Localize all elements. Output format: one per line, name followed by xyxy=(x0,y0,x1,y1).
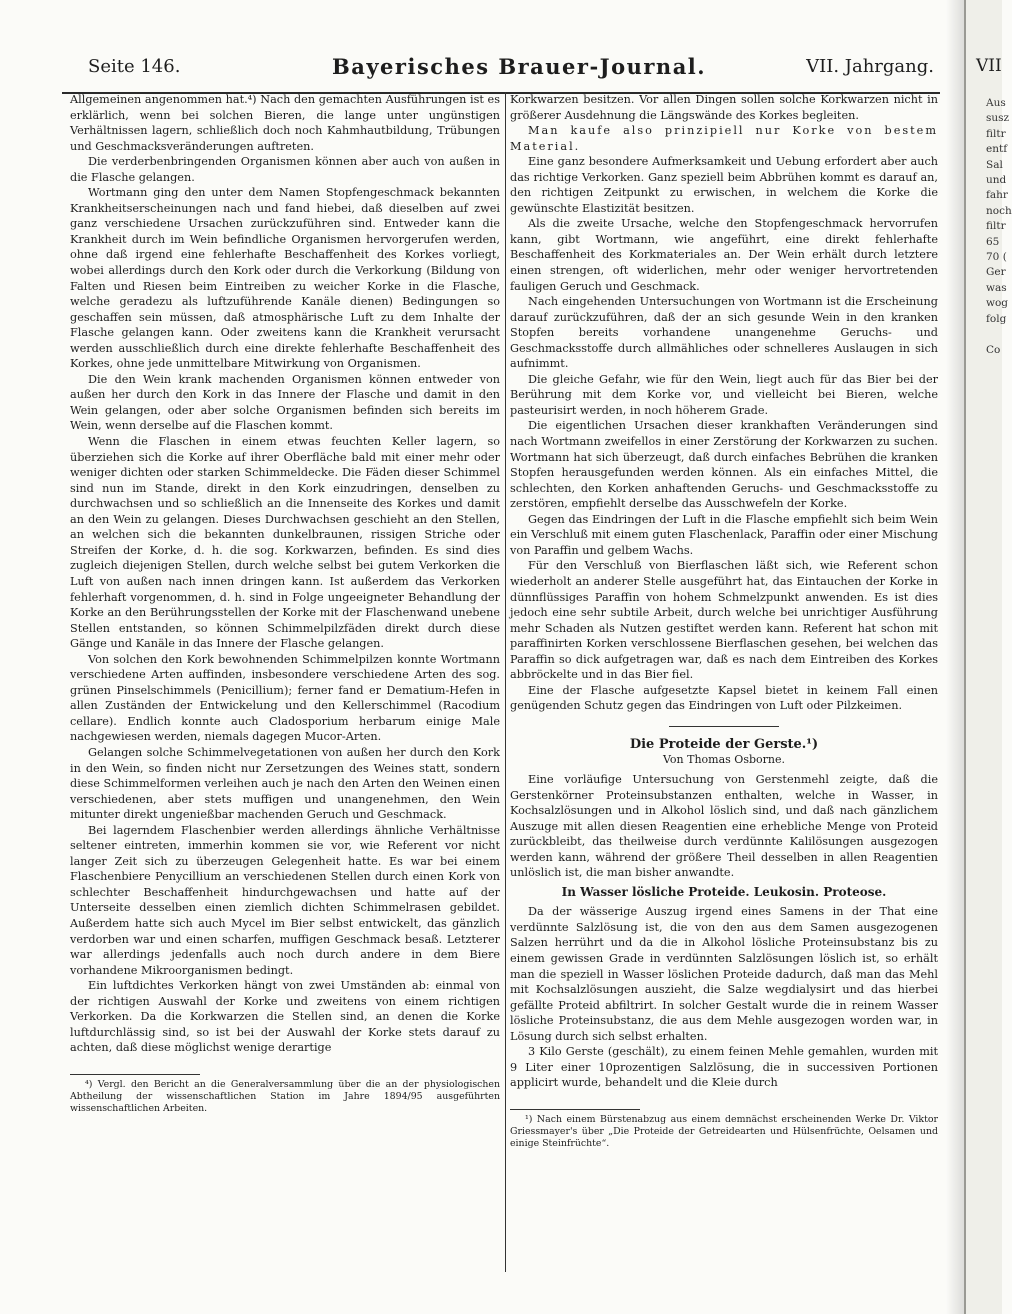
article-title: Die Proteide der Gerste.¹) xyxy=(629,736,819,752)
paragraph: Eine ganz besondere Aufmerksamkeit und Uebung erfordert aber auch das richtige Verkorken. Ganz speziell beim Abbrühen kommt es darauf an, den richtigen Zeitpunkt zu erwischen, in welchem die Korke die gewünschte Elastizität besitzen. xyxy=(510,155,938,215)
paragraph: Als die zweite Ursache, welche den Stopfengeschmack hervorrufen kann, gibt Wortmann, wie angeführt, eine direkt fehlerhafte Beschaffenheit des Korkmateriales an. Der Wein erhält durch letztere einen strengen, oft widerlichen, mehr oder weniger hervortretenden fauligen Geruch und Geschmack. xyxy=(510,217,938,293)
paragraph: Für den Verschluß von Bierflaschen läßt sich, wie Referent schon wiederholt an anderer Stelle ausgeführt hat, das Eintauchen der Korke in dünnflüssiges Paraffin von hohem Schmelzpunkt anwenden. Es ist dies jedoch eine sehr subtile Arbeit, durch welche bei unrichtiger Ausführung mehr Schaden als Nutzen gestiftet werden kann. Referent hat schon mit paraffinirten Korken verschlossene Bierflaschen gesehen, bei welchen das Paraffin so dick aufgetragen war, daß es nach dem Eintreiben des Korkes abbröckelte und in das Bier fiel. xyxy=(510,559,938,682)
paragraph: Korkwarzen besitzen. Vor allen Dingen sollen solche Korkwarzen nicht in größerer Ausdehnung die Längswände des Korkes begleiten. xyxy=(510,93,938,122)
footnote: ¹) Nach einem Bürstenabzug aus einem demnächst erscheinenden Werke Dr. Viktor Griessmayer's über „Die Proteide der Getreidearten und Hülsenfrüchte, Oelsamen und einige Steinfrüchte“. xyxy=(510,1113,938,1149)
adjacent-page-fragments: Aus susz filtr entf Sal und fahr noch filtr 65 70 ( Ger was wog folg Co xyxy=(986,97,1012,356)
paragraph: Eine der Flasche aufgesetzte Kapsel bietet in keinem Fall einen genügenden Schutz gegen das Eindringen von Luft oder Pilzkeimen. xyxy=(510,683,938,713)
paragraph: Wortmann ging den unter dem Namen Stopfengeschmack bekannten Krankheitserscheinungen nach und fand hiebei, daß dieselben auf zwei ganz verschiedene Ursachen zurückzuführen sind. Entweder kann die Krankheit durch im Wein befindliche Organismen hervorgerufen werden, ohne daß irgend eine fehlerhafte Beschaffenheit des Korkes vorliegt, wobei allerdings durch den Kork oder durch die Verkorkung (Bildung von Falten und Riesen beim Eintreiben zu weicher Korke in die Flasche, welche geradezu als luftzuführende Kanäle dienen) Bedingungen so geschaffen sein müssen, daß atmosphärische Luft zu dem Inhalte der Flasche gelangen kann. Oder zweitens kann die Krankheit verursacht werden ausschließlich durch eine direkte fehlerhafte Beschaffenheit des Korkes, ohne jede unmittelbare Mitwirkung von Organismen. xyxy=(70,186,500,371)
column-divider xyxy=(505,92,506,1272)
left-column xyxy=(70,92,500,1115)
paragraph: Ein luftdichtes Verkorken hängt von zwei Umständen ab: einmal von der richtigen Auswahl der Korke und zweitens von einem richtigen Verkorken. Da die Korkwarzen die Stellen sind, an denen die Korke luftdurchlässig sind, so ist bei der Auswahl der Korke stets darauf zu achten, daß diese möglichst wenige derartige xyxy=(70,979,500,1055)
footnote-rule xyxy=(510,1109,640,1110)
paragraph: Die eigentlichen Ursachen dieser krankhaften Veränderungen sind nach Wortmann zweifellos in einer Zerstörung der Korkwarzen zu suchen. Wortmann hat sich überzeugt, daß durch einfaches Bebrühen die kranken Stopfen herausgefunden werden können. Als ein einfaches Mittel, die schlechten, den Korken anhaftenden Geruchs- und Geschmacksstoffe zu zerstören, empfiehlt derselbe das Ausschwefeln der Korke. xyxy=(510,419,938,511)
page-number: Seite 146. xyxy=(88,56,181,77)
page-gutter-shadow xyxy=(946,0,964,1314)
adjacent-page-strip xyxy=(964,0,1012,1314)
paragraph: Eine vorläufige Untersuchung von Gerstenmehl zeigte, daß die Gerstenkörner Proteinsubstanzen enthalten, welche in Wasser, in Kochsalzlösungen und in Alkohol löslich sind, und daß nach gänzlichem Auszuge mit allen diesen Reagentien eine erhebliche Menge von Proteid zurückbleibt, das theilweise durch verdünnte Kalilösungen ausgezogen werden kann, während der größere Theil desselben in allen Reagentien unlöslich ist, die man bisher anwandte. xyxy=(510,772,938,880)
adjacent-page-header: VII xyxy=(976,56,1002,76)
paragraph: Gelangen solche Schimmelvegetationen von außen her durch den Kork in den Wein, so finden nicht nur Zersetzungen des Weines statt, sondern diese Schimmelformen verleihen auch je nach den Arten den Weinen einen verschiedenen, aber stets muffigen und unangenehmen, den Wein mitunter direkt ungenießbar machenden Geruch und Geschmack. xyxy=(70,745,500,822)
paragraph: Allgemeinen angenommen hat.⁴) Nach den gemachten Ausführungen ist es erklärlich, wenn bei solchen Bieren, die lange unter ungünstigen Verhältnissen lagern, schließlich doch noch Kahmhautbildung, Trübungen und Geschmacksveränderungen auftreten. xyxy=(70,93,500,153)
paragraph: Die den Wein krank machenden Organismen können entweder von außen her durch den Kork in das Innere der Flasche und damit in den Wein gelangen, oder aber solche Organismen befinden sich bereits im Wein, wenn derselbe auf die Flaschen kommt. xyxy=(70,372,500,433)
paragraph: Nach eingehenden Untersuchungen von Wortmann ist die Erscheinung darauf zurückzuführen, daß der an sich gesunde Wein in den kranken Stopfen bereits vorhandene unangenehme Geruchs- und Geschmacksstoffe durch allmähliches oder schnelleres Auslaugen in sich aufnimmt. xyxy=(510,295,938,371)
footnote: ⁴) Vergl. den Bericht an die Generalversammlung über die an der physiologischen Abtheilung der wissenschaftlichen Station im Jahre 1894/95 ausgeführten wissenschaftlichen Arbeiten. xyxy=(70,1078,500,1114)
volume-label: VII. Jahrgang. xyxy=(806,56,934,77)
paragraph: Gegen das Eindringen der Luft in die Flasche empfiehlt sich beim Wein ein Verschluß mit einem guten Flaschenlack, Paraffin oder einer Mischung von Paraffin und gelbem Wachs. xyxy=(510,512,938,557)
paragraph: Da der wässerige Auszug irgend eines Samens in der That eine verdünnte Salzlösung ist, die von den aus dem Samen ausgezogenen Salzen herrührt und da die in Alkohol lösliche Proteinsubstanz bis zu einem gewissen Grade in verdünnten Salzlösungen löslich ist, so erhält man die speziell in Wasser löslichen Proteide dadurch, daß man das Mehl mit Kochsalzlösungen auszieht, die Salze wegdialysirt und das hierbei gefällte Proteid abfiltrirt. In solcher Gestalt wurde die in reinem Wasser lösliche Proteinsubstanz, die aus dem Mehle ausgezogen worden war, in Lösung durch sich selbst erhalten. xyxy=(510,905,938,1043)
paragraph: Wenn die Flaschen in einem etwas feuchten Keller lagern, so überziehen sich die Korke auf ihrer Oberfläche bald mit einer mehr oder weniger dichten oder starken Schimmeldecke. Die Fäden dieser Schimmel sind nun im Stande, direkt in den Kork einzudringen, denselben zu durchwachsen und so schließlich an die Innenseite des Korkes und damit an den Wein zu gelangen. Dieses Durchwachsen geschieht an den Stellen, an welchen sich die bekannten dunkelbraunen, rissigen Striche oder Streifen der Korke, d. h. die sog. Korkwarzen, befinden. Es sind dies zugleich diejenigen Stellen, durch welche selbst bei gutem Verkorken die Luft von außen nach innen dringen kann. Ist außerdem das Verkorken fehlerhaft vorgenommen, d. h. sind in Folge ungeeigneter Behandlung der Korke an den Berührungsstellen der Korke mit der Flaschenwand unebene Stellen entstanden, so können Schimmelpilzfäden direkt durch diese Gänge und Kanäle in das Innere der Flasche gelangen. xyxy=(70,435,500,651)
emphasis-paragraph: Man kaufe also prinzipiell nur Korke von bestem Material. xyxy=(510,124,938,153)
paragraph: 3 Kilo Gerste (geschält), zu einem feinen Mehle gemahlen, wurden mit 9 Liter einer 10prozentigen Salzlösung, die in successiven Portionen applicirt wurde, behandelt und die Kleie durch xyxy=(510,1045,938,1090)
article-author: Von Thomas Osborne. xyxy=(663,753,785,767)
page-header xyxy=(62,48,940,94)
paragraph: Von solchen den Kork bewohnenden Schimmelpilzen konnte Wortmann verschiedene Arten auffinden, insbesondere verschiedene Arten des sog. grünen Pinselschimmels (Penicillium); ferner fand er Dematium-Hefen in allen Zuständen der Entwickelung und den Kellerschimmel (Racodium cellare). Endlich konnte auch Cladosporium herbarum einige Male nachgewiesen werden, niemals dagegen Mucor-Arten. xyxy=(70,652,500,744)
paragraph: Bei lagerndem Flaschenbier werden allerdings ähnliche Verhältnisse seltener eintreten, immerhin kommen sie vor, wie Referent vor nicht langer Zeit sich zu überzeugen Gelegenheit hatte. Es war bei einem Flaschenbiere Penycillium an verschiedenen Stellen durch einen Kork von schlechter Beschaffenheit hindurchgewachsen und hatte auf der Unterseite desselben einen ziemlich dichten Schimmelrasen gebildet. Außerdem hatte sich auch Mycel im Bier selbst entwickelt, das gänzlich verdorben war und einen scharfen, muffigen Geschmack besaß. Letzterer war allerdings jedenfalls auch noch durch andere in dem Biere vorhandene Mikroorganismen bedingt. xyxy=(70,823,500,977)
paragraph: Die verderbenbringenden Organismen können aber auch von außen in die Flasche gelangen. xyxy=(70,155,500,184)
right-column xyxy=(510,92,938,1150)
article-subheading: In Wasser lösliche Proteide. Leukosin. Proteose. xyxy=(561,884,887,899)
footnote-rule xyxy=(70,1074,200,1075)
journal-title: Bayerisches Brauer-Journal. xyxy=(332,54,707,79)
section-rule xyxy=(669,726,779,727)
paragraph: Die gleiche Gefahr, wie für den Wein, liegt auch für das Bier bei der Berührung mit dem Korke vor, und vielleicht bei Bieren, welche pasteurisirt werden, in noch höherem Grade. xyxy=(510,372,938,417)
